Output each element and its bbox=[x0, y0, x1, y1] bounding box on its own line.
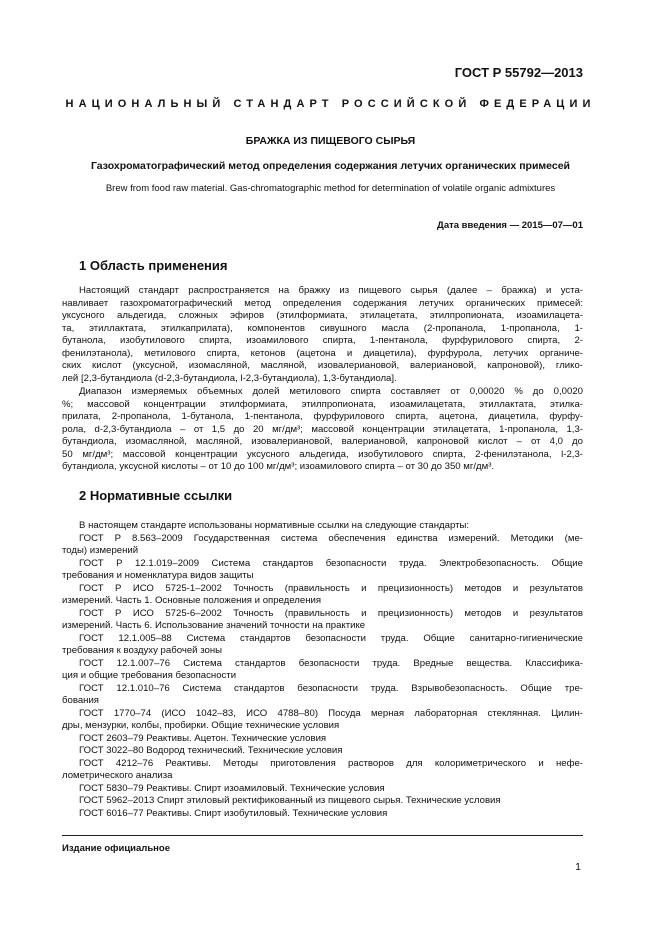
reference-line: требования и номенклатура видов защиты bbox=[62, 570, 254, 581]
document-code: ГОСТ Р 55792—2013 bbox=[454, 65, 583, 80]
text-line: та, этиллактата, этилкаприлата), компонентов сивушного масла (2-пропанола, 1-пропанола, 1- bbox=[62, 322, 583, 334]
document-title: БРАЖКА ИЗ ПИЩЕВОГО СЫРЬЯ bbox=[245, 135, 416, 147]
reference-line: ГОСТ 2603–79 Реактивы. Ацетон. Технические условия bbox=[79, 732, 327, 744]
reference-line: измерений. Часть 1. Основные положения и определения bbox=[62, 595, 322, 606]
reference-line: ГОСТ 12.1.010–76 Система стандартов безопасности труда. Взрывобезопасность. Общие тре- bbox=[79, 682, 583, 694]
reference-line: тоды) измерений bbox=[62, 545, 139, 556]
reference-line: ГОСТ Р ИСО 5725-6–2002 Точность (правильность и прецизионность) методов и результатов bbox=[79, 607, 583, 619]
reference-line: измерений. Часть 6. Использование значений точности на практике bbox=[62, 620, 366, 631]
text-line: прилата, 2-пропанола, 1-бутанола, 1-пентанола, фурфурилового спирта, ацетона, диацетила, фурфу- bbox=[62, 411, 583, 422]
reference-line: ГОСТ 4212–76 Реактивы. Методы приготовления растворов для колориметрического и нефе- bbox=[79, 757, 583, 769]
section-1-heading: 1 Область применения bbox=[79, 258, 228, 273]
text-line: лей [2,3-бутандиола (d-2,3-бутандиола, l-2,3-бутандиола), 1,3-бутандиола]. bbox=[62, 372, 397, 384]
section-2-heading: 2 Нормативные ссылки bbox=[79, 488, 233, 503]
footer-divider bbox=[62, 835, 583, 836]
national-standard-banner: НАЦИОНАЛЬНЫЙ СТАНДАРТ РОССИЙСКОЙ ФЕДЕРАЦИИ bbox=[65, 98, 596, 110]
reference-line: ГОСТ Р ИСО 5725-1–2002 Точность (правильность и прецизионность) методов и результатов bbox=[79, 582, 583, 594]
text-line: Диапазон измеряемых объемных долей метилового спирта составляет от 0,00020 % до 0,0020 bbox=[79, 386, 583, 397]
reference-line: ГОСТ 12.1.007–76 Система стандартов безопасности труда. Вредные вещества. Классифика- bbox=[79, 657, 583, 669]
reference-line: ГОСТ 6016–77 Реактивы. Спирт изобутиловый. Технические условия bbox=[79, 807, 388, 819]
text-line: 50 мг/дм³; массовой концентрации уксусного альдегида, изобутилового спирта, 2-фенилэтанола, l-2,3- bbox=[62, 448, 583, 460]
reference-line: лометрического анализа bbox=[62, 770, 173, 781]
introduction-date: Дата введения — 2015—07—01 bbox=[437, 220, 583, 231]
scope-paragraph-1 bbox=[62, 285, 583, 385]
reference-line: требования к воздуху рабочей зоны bbox=[62, 645, 223, 656]
reference-line: ГОСТ 12.1.005–88 Система стандартов безопасности труда. Общие санитарно-гигиенические bbox=[79, 632, 583, 644]
text-line: ских кислот (уксусной, изомасляной, масляной, изовалериановой, валериановой, капроновой), глико- bbox=[62, 360, 583, 371]
page-number: 1 bbox=[575, 861, 581, 873]
text-line: В настоящем стандарте использованы нормативные ссылки на следующие стандарты: bbox=[79, 520, 470, 531]
reference-line: ГОСТ Р 12.1.019–2009 Система стандартов безопасности труда. Электробезопасность. Общие bbox=[79, 557, 583, 569]
text-line: бутанола, изобутилового спирта, изоамилового спирта, 1-пентанола, фурфурилового спирта, 2- bbox=[62, 335, 583, 346]
text-line: фенилэтанола), метилового спирта, кетонов (ацетона и диацетила), фурфурола, летучих органиче- bbox=[62, 347, 583, 359]
reference-line: ция и общие требования безопасности bbox=[62, 670, 237, 681]
text-line: уксусного альдегида, сложных эфиров (этилформиата, этилацетата, этилпропионата, изоамилацета- bbox=[62, 310, 583, 321]
text-line: %; массовой концентрации этилформиата, этилпропионата, изоамилацетата, этиллактата, этилка- bbox=[62, 398, 583, 410]
text-line: навливает газохроматографический метод определения содержания летучих органических примесей: bbox=[62, 297, 583, 309]
scope-paragraph-2 bbox=[62, 386, 583, 474]
document-subtitle: Газохроматографический метод определения содержания летучих органических примесей bbox=[90, 160, 571, 172]
reference-line: ГОСТ 5830–79 Реактивы. Спирт изоамиловый. Технические условия bbox=[79, 782, 385, 794]
reference-line: дры, мензурки, колбы, пробирки. Общие технические условия bbox=[62, 720, 340, 731]
normative-references-list bbox=[62, 520, 583, 820]
reference-line: бования bbox=[62, 695, 100, 706]
reference-line: ГОСТ Р 8.563–2009 Государственная система обеспечения единства измерений. Методики (ме- bbox=[79, 532, 583, 544]
text-line: бутандиола, уксусной кислоты – от 10 до 100 мг/дм³; изоамилового спирта – от 30 до 350 мг/дм³. bbox=[62, 461, 495, 472]
english-title: Brew from food raw material. Gas-chromatographic method for determination of volatile organic admixtures bbox=[105, 183, 556, 194]
official-edition-label: Издание официальное bbox=[62, 843, 170, 854]
reference-line: ГОСТ 1770–74 (ИСО 1042–83, ИСО 4788–80) Посуда мерная лабораторная стеклянная. Цилин- bbox=[79, 707, 583, 719]
reference-line: ГОСТ 3022–80 Водород технический. Технические условия bbox=[79, 745, 343, 756]
text-line: рола, d-2,3-бутандиола – от 1,5 до 20 мг/дм³; массовой концентрации этилацетата, 1-пропанола, 1,3- bbox=[62, 423, 583, 435]
text-line: бутандиола, изомасляной, масляной, изовалериановой, валериановой, капроновой кислот – от 4,0 до bbox=[62, 436, 583, 447]
reference-line: ГОСТ 5962–2013 Спирт этиловый ректификованный из пищевого сырья. Технические условия bbox=[79, 795, 501, 806]
text-line: Настоящий стандарт распространяется на бражку из пищевого сырья (далее – бражка) и уста- bbox=[79, 285, 583, 296]
